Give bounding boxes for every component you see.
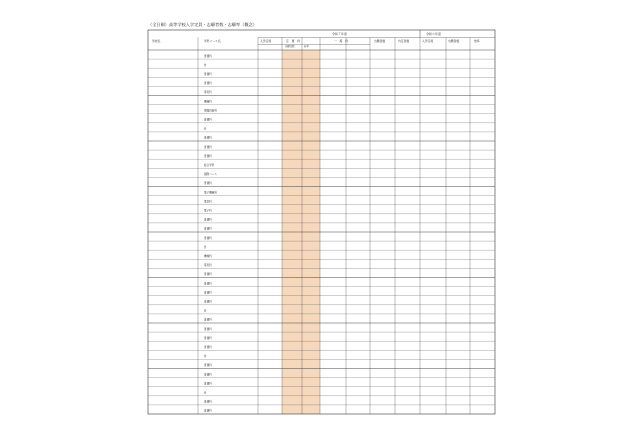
- course-name: 情報技術科: [204, 109, 217, 113]
- course-name: 電気科: [204, 91, 212, 95]
- course-name: 普通科: [204, 273, 212, 277]
- course-name: 計: [204, 245, 207, 249]
- course-name: 機械科: [204, 255, 212, 259]
- column-header: 学科コース名: [204, 39, 221, 43]
- course-name: 計: [204, 63, 207, 67]
- course-name: 普通科: [204, 409, 212, 413]
- course-name: 総合学科: [204, 164, 215, 168]
- course-name: 普通科: [204, 400, 212, 404]
- course-name: 普通科: [204, 227, 212, 231]
- column-header: 一 般 枠: [334, 39, 348, 43]
- course-name: 計: [204, 127, 207, 131]
- course-name: 普通科: [204, 346, 212, 350]
- course-name: 普通科: [204, 136, 212, 140]
- course-name: 普通科: [204, 54, 212, 58]
- course-name: 普通科: [204, 236, 212, 240]
- course-name: 計: [204, 391, 207, 395]
- column-header: 出願者数: [374, 39, 386, 43]
- course-name: 普通科: [204, 318, 212, 322]
- course-name: 電子科: [204, 209, 212, 213]
- column-header: 定 員 枠: [286, 39, 300, 43]
- course-name: 普通科: [204, 336, 212, 340]
- document-title: （全日制）高等学校入学定員・志願者数・志願率（概念）: [148, 22, 257, 27]
- course-name: 普通科: [204, 218, 212, 222]
- column-header: 入学定員: [260, 39, 272, 43]
- header-era-previous: 令和６年度: [426, 32, 442, 36]
- column-header: 学校名: [152, 39, 161, 43]
- column-header: 出願者数: [448, 39, 460, 43]
- course-name: 普通科: [204, 300, 212, 304]
- column-subheader: 倍率: [304, 45, 309, 48]
- course-name: 普通科: [204, 373, 212, 377]
- course-name: 普通科: [204, 182, 212, 186]
- course-name: 国際コース: [204, 173, 217, 177]
- column-header: 内定者数: [398, 39, 410, 43]
- course-name: 普通科: [204, 327, 212, 331]
- column-header: 倍率: [474, 39, 480, 43]
- column-header: 入学定員: [422, 39, 434, 43]
- header-era-current: 令和７年度: [332, 32, 348, 36]
- course-name: 計: [204, 355, 207, 359]
- course-name: 電気科: [204, 200, 212, 204]
- course-name: 普通科: [204, 154, 212, 158]
- course-name: 普通科: [204, 291, 212, 295]
- course-name: 普通科: [204, 118, 212, 122]
- course-name: 機械科: [204, 100, 212, 104]
- course-name: 普通科: [204, 282, 212, 286]
- course-name: 電子機械科: [204, 191, 217, 195]
- column-subheader: 出願者数: [285, 45, 295, 48]
- course-name: 普通科: [204, 382, 212, 386]
- course-name: 電気科: [204, 264, 212, 268]
- course-name: 普通科: [204, 145, 212, 149]
- course-name: 普通科: [204, 73, 212, 77]
- course-name: 普通科: [204, 364, 212, 368]
- course-name: 計: [204, 309, 207, 313]
- course-name: 普通科: [204, 82, 212, 86]
